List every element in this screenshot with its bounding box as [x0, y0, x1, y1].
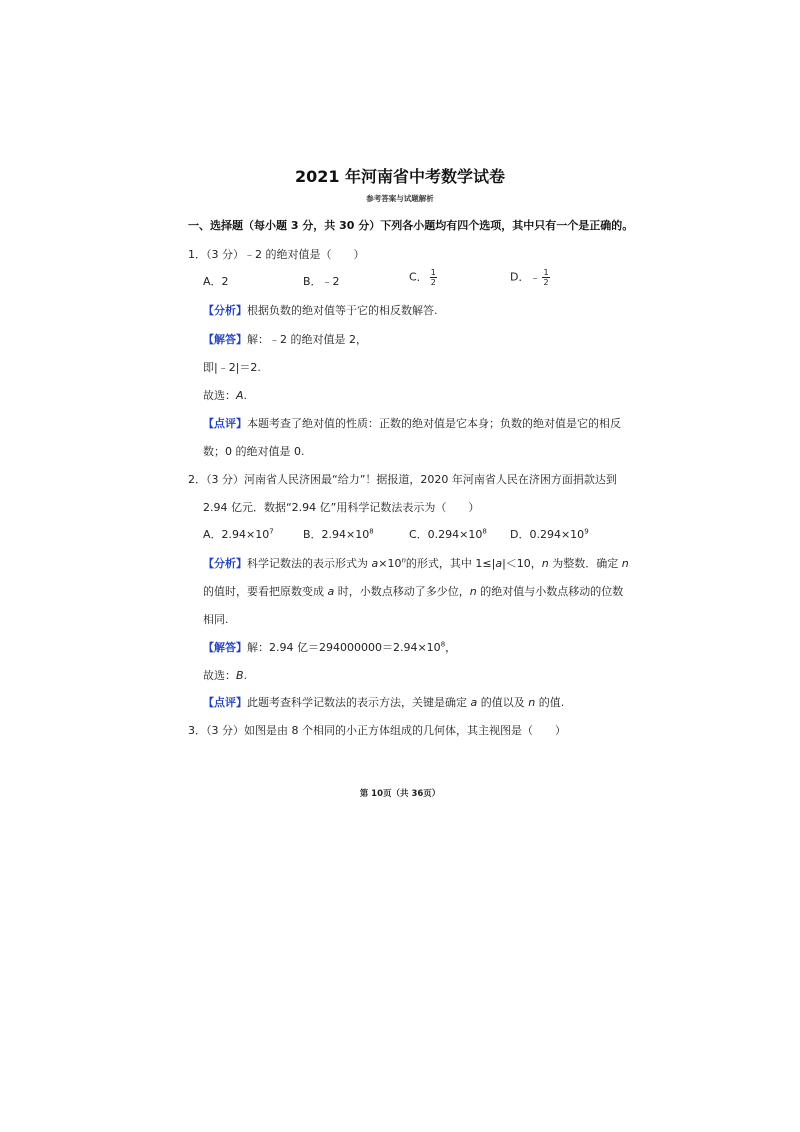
q2-option-b	[303, 526, 374, 542]
q2-answer-text: 解：2.94 亿＝294000000＝2.94×10	[247, 641, 441, 654]
q2-option-d	[510, 526, 589, 542]
q2-option-a	[203, 526, 274, 542]
q1-comment-tag: 【点评】	[203, 417, 247, 430]
q2-option-d-exponent: 9	[584, 527, 589, 536]
q2-analysis2-part-a: 的值时，要看把原数变成	[203, 585, 328, 598]
q2-comment-var-n: n	[528, 696, 536, 709]
q2-option-b-text: B．2.94×10	[303, 528, 370, 541]
q2-analysis2-var-n: n	[469, 585, 477, 598]
q2-analysis-part-d: |＜10，	[502, 557, 542, 570]
q2-option-b-exponent: 8	[369, 527, 374, 536]
q2-choice	[203, 667, 247, 683]
q1-comment-line2: 数；0 的绝对值是 0.	[203, 445, 305, 458]
q2-answer-tag: 【解答】	[203, 641, 247, 654]
q2-comment-tag: 【点评】	[203, 696, 247, 709]
q1-option-c-fraction	[430, 268, 437, 287]
q2-analysis-tag: 【分析】	[203, 557, 247, 570]
q1-option-c	[409, 268, 437, 287]
q2-option-c-text: C．0.294×10	[409, 528, 483, 541]
q1-analysis-text: 根据负数的绝对值等于它的相反数解答.	[247, 304, 438, 317]
q1-option-d-numerator: 1	[543, 268, 549, 277]
q1-choice-prefix: 故选：	[203, 389, 236, 402]
document-subtitle: 参考答案与试题解析	[366, 194, 434, 203]
q1-option-c-denominator: 2	[430, 278, 436, 287]
q1-stem: 1．（3 分）﹣2 的绝对值是（ ）	[188, 248, 365, 261]
q2-answer-end: ，	[445, 641, 457, 654]
q2-analysis-var-a: a	[371, 557, 379, 570]
q2-analysis-exponent: n	[401, 556, 406, 565]
q1-comment-text: 本题考查了绝对值的性质：正数的绝对值是它本身；负数的绝对值是它的相反	[247, 417, 621, 430]
q1-option-b: B．﹣2	[303, 275, 340, 288]
q2-analysis-line2	[203, 583, 623, 599]
q2-analysis-part-b: ×10	[378, 557, 402, 570]
q2-comment-part-b: 的值以及	[477, 696, 529, 709]
q2-analysis-var-a2: a	[495, 557, 503, 570]
q2-answer-exponent: 8	[440, 640, 446, 649]
q1-option-d	[510, 268, 550, 287]
q1-analysis-tag: 【分析】	[203, 304, 247, 317]
q2-comment-part-a: 此题考查科学记数法的表示方法，关键是确定	[247, 696, 471, 709]
q2-comment-var-a: a	[470, 696, 478, 709]
q2-answer	[203, 639, 456, 655]
q1-analysis	[203, 302, 438, 318]
q2-comment-part-c: 的值.	[535, 696, 565, 709]
q1-option-c-prefix: C．	[409, 270, 428, 284]
q1-option-d-fraction	[542, 268, 549, 287]
q1-answer	[203, 331, 367, 347]
q2-analysis-line1	[203, 555, 629, 571]
q2-option-c-exponent: 8	[482, 527, 487, 536]
q3-stem: 3．（3 分）如图是由 8 个相同的小正方体组成的几何体，其主视图是（ ）	[188, 724, 566, 737]
q2-choice-letter: B	[236, 669, 244, 682]
q2-choice-prefix: 故选：	[203, 669, 236, 682]
q1-choice	[203, 387, 247, 403]
q1-choice-letter: A	[236, 389, 244, 402]
page-footer: 第 10页（共 36页）	[359, 789, 441, 799]
q2-comment	[203, 694, 564, 710]
q2-analysis-var-n: n	[541, 557, 549, 570]
q2-analysis-var-n2: n	[621, 557, 629, 570]
q1-option-a: A．2	[203, 275, 229, 288]
q2-analysis2-part-c: 的绝对值与小数点移动的位数	[476, 585, 624, 598]
q2-stem-line1: 2．（3 分）河南省人民济困最“给力”！据报道，2020 年河南省人民在济困方面捐款达到	[188, 473, 617, 486]
q1-answer-text: 解：﹣2 的绝对值是 2，	[247, 333, 367, 346]
q1-option-d-denominator: 2	[543, 278, 549, 287]
q2-option-c	[409, 526, 487, 542]
q2-option-d-text: D．0.294×10	[510, 528, 585, 541]
q1-choice-suffix: .	[243, 389, 248, 402]
q1-option-c-numerator: 1	[430, 268, 436, 277]
q2-option-a-exponent: 7	[269, 527, 274, 536]
q1-answer-line2: 即|﹣2|＝2.	[203, 361, 261, 374]
q1-comment-line1	[203, 415, 621, 431]
document-title: 2021 年河南省中考数学试卷	[294, 167, 506, 186]
q1-answer-tag: 【解答】	[203, 333, 247, 346]
q2-choice-suffix: .	[243, 669, 248, 682]
q2-stem-line2: 2.94 亿元．数据“2.94 亿”用科学记数法表示为（ ）	[203, 501, 480, 514]
q2-analysis-part-a: 科学记数法的表示形式为	[247, 557, 372, 570]
section-heading: 一、选择题（每小题 3 分，共 30 分）下列各小题均有四个选项，其中只有一个是正确的。	[188, 219, 634, 232]
q2-analysis-part-c: 的形式，其中 1≤|	[405, 557, 496, 570]
q2-analysis-part-e: 为整数．确定	[548, 557, 622, 570]
q2-analysis2-part-b: 时，小数点移动了多少位，	[334, 585, 470, 598]
q2-option-a-text: A．2.94×10	[203, 528, 270, 541]
q2-analysis2-var-a: a	[327, 585, 335, 598]
q1-option-d-prefix: D．﹣	[510, 270, 541, 284]
q2-analysis-line3: 相同.	[203, 613, 229, 626]
